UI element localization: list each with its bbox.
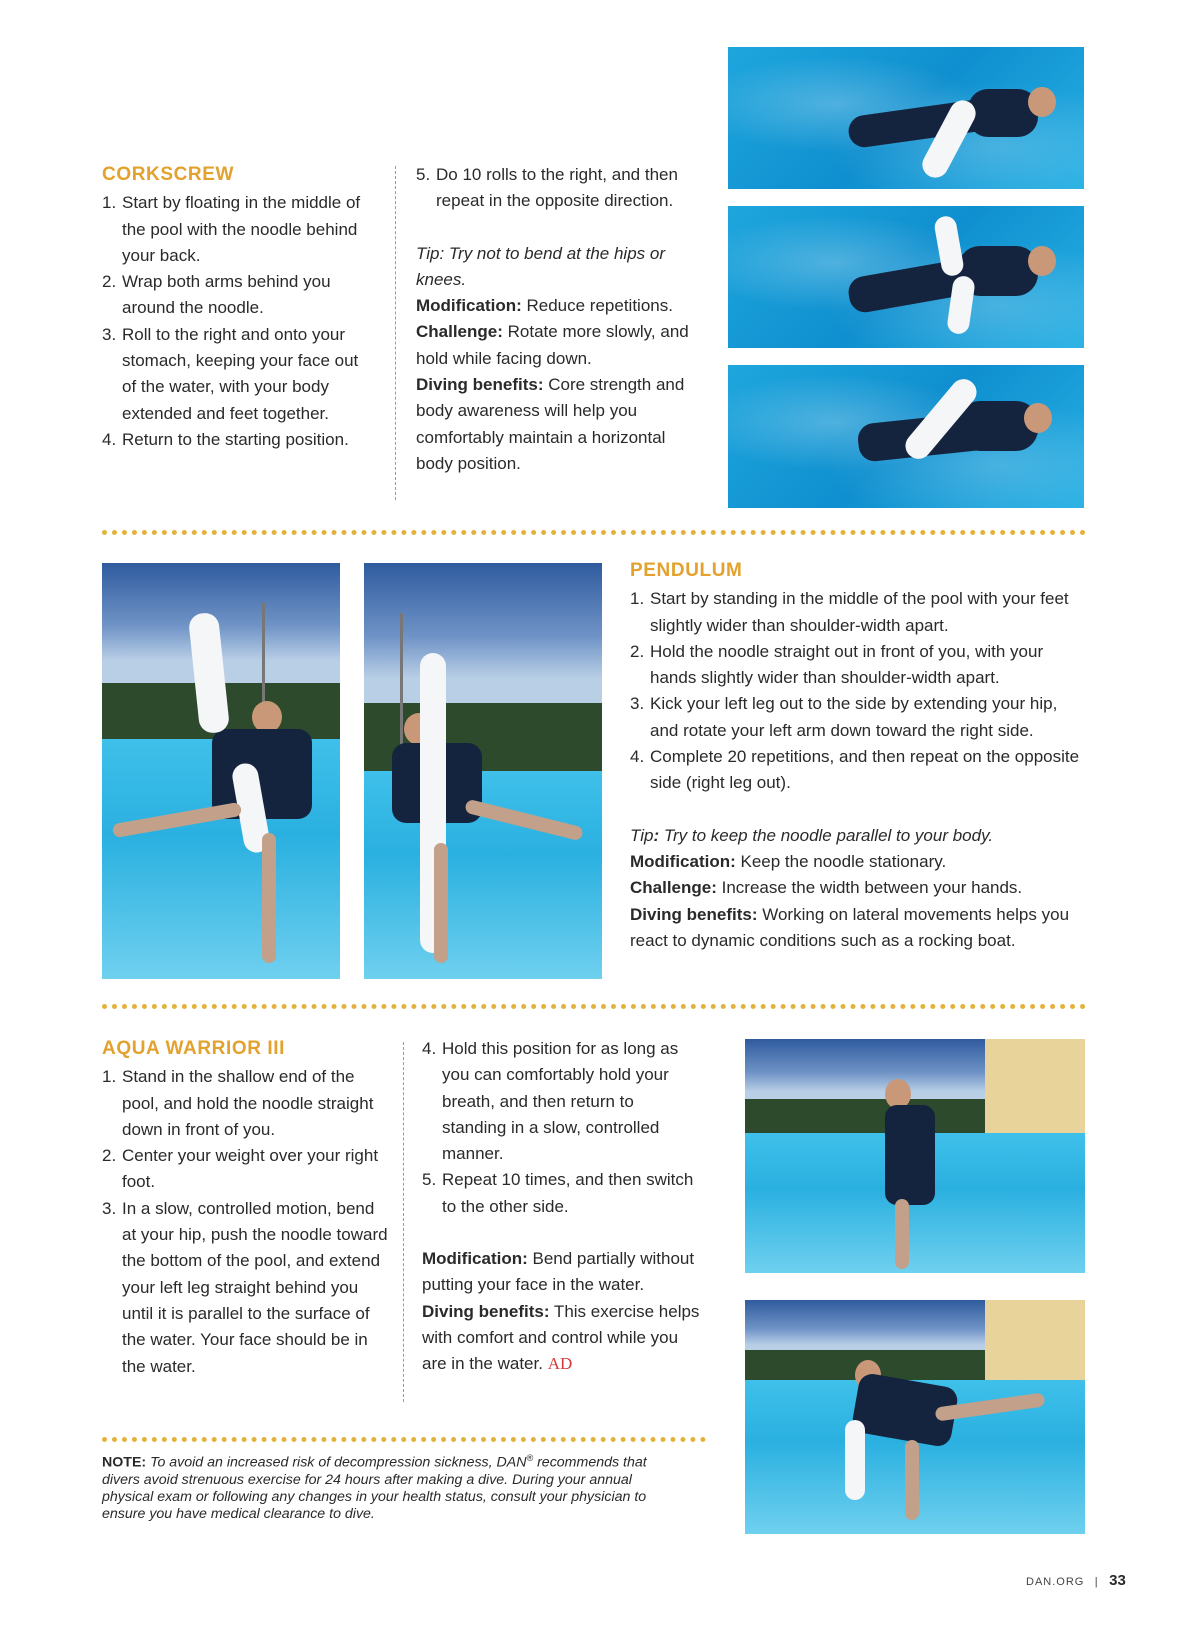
list-item: 3. Kick your left leg out to the side by extending your hip, and rotate your left arm down toward the right side.	[630, 694, 1058, 740]
list-item: 5. Do 10 rolls to the right, and then repeat in the opposite direction.	[416, 165, 678, 211]
note-divider	[102, 1437, 706, 1442]
corkscrew-col-2	[416, 162, 696, 477]
aqua-warrior-benefits: Diving benefits: This exercise helps with comfort and control while you are in the water. AD	[422, 1301, 700, 1374]
note-label: NOTE:	[102, 1454, 147, 1471]
pendulum-modification: Modification: Keep the noodle stationary.	[630, 851, 947, 871]
list-item: 4. Return to the starting position.	[102, 429, 349, 449]
section-divider	[102, 1004, 1086, 1009]
corkscrew-steps-cont	[416, 162, 696, 215]
pendulum-challenge: Challenge: Increase the width between your hands.	[630, 878, 1023, 898]
page-footer	[1026, 1572, 1126, 1590]
pendulum-tip: Tip: Try to keep the noodle parallel to your body.	[630, 825, 994, 845]
list-item: 5. Repeat 10 times, and then switch to the other side.	[422, 1170, 694, 1216]
footer-separator: |	[1094, 1576, 1099, 1588]
pendulum-heading: PENDULUM	[630, 560, 743, 581]
list-item: 4. Complete 20 repetitions, and then repeat on the opposite side (right leg out).	[630, 747, 1080, 793]
list-item: 1. Start by floating in the middle of the pool with the noodle behind your back.	[102, 193, 361, 265]
column-divider	[403, 1042, 404, 1402]
corkscrew-photo-1	[728, 47, 1084, 189]
aqua-warrior-col-2	[422, 1036, 702, 1378]
pendulum-steps	[630, 586, 1090, 796]
aqua-warrior-steps-cont	[422, 1036, 702, 1220]
list-item: 2. Center your weight over your right foot.	[102, 1146, 379, 1192]
corkscrew-photo-2	[728, 206, 1084, 348]
aqua-warrior-steps	[102, 1064, 392, 1380]
corkscrew-col-1	[102, 162, 374, 453]
pendulum-benefits: Diving benefits: Working on lateral movements helps you react to dynamic conditions such as a rocking boat.	[630, 904, 1070, 950]
aqua-warrior-col-1	[102, 1036, 392, 1380]
list-item: 4. Hold this position for as long as you can comfortably hold your breath, and then return to standing in a slow, controlled manner.	[422, 1039, 679, 1164]
list-item: 1. Stand in the shallow end of the pool, and hold the noodle straight down in front of you.	[102, 1067, 374, 1139]
pendulum-photo-1	[102, 563, 340, 979]
note: NOTE: To avoid an increased risk of decompression sickness, DAN® recommends that divers avoid strenuous exercise for 24 hours after making a dive. During your annual physical exam or following any changes in your health status, consult your physician to ensure you have medical clearance to dive.	[102, 1453, 647, 1522]
column-divider	[395, 166, 396, 500]
corkscrew-photo-3	[728, 365, 1084, 508]
section-divider	[102, 530, 1086, 535]
list-item: 2. Wrap both arms behind you around the noodle.	[102, 272, 331, 318]
list-item: 3. Roll to the right and onto your stomach, keeping your face out of the water, with your body extended and feet together.	[102, 324, 359, 423]
aqua-warrior-photo-2	[745, 1300, 1085, 1534]
site-name: DAN.ORG	[1026, 1576, 1085, 1588]
page-number: 33	[1109, 1572, 1126, 1589]
corkscrew-challenge: Challenge: Rotate more slowly, and hold while facing down.	[416, 322, 689, 368]
list-item: 2. Hold the noodle straight out in front of you, with your hands slightly wider than shoulder-width apart.	[630, 641, 1044, 688]
corkscrew-heading: CORKSCREW	[102, 164, 235, 185]
pendulum-col	[630, 558, 1090, 954]
corkscrew-steps	[102, 190, 374, 453]
list-item: 1. Start by standing in the middle of the pool with your feet slightly wider than shoulder-width apart.	[630, 589, 1069, 635]
aqua-warrior-heading: AQUA WARRIOR III	[102, 1038, 286, 1059]
corkscrew-modification: Modification: Reduce repetitions.	[416, 296, 673, 316]
corkscrew-tip: Tip: Try not to bend at the hips or knees.	[416, 243, 665, 289]
list-item: 3. In a slow, controlled motion, bend at your hip, push the noodle toward the bottom of the pool, and extend your left leg straight behind you until it is parallel to the surface of the water. Your face should be in the water.	[102, 1198, 388, 1376]
end-mark: AD	[547, 1354, 573, 1374]
aqua-warrior-modification: Modification: Bend partially without putting your face in the water.	[422, 1249, 695, 1295]
corkscrew-benefits: Diving benefits: Core strength and body awareness will help you comfortably maintain a horizontal body position.	[416, 375, 685, 473]
aqua-warrior-photo-1	[745, 1039, 1085, 1273]
pendulum-photo-2	[364, 563, 602, 979]
